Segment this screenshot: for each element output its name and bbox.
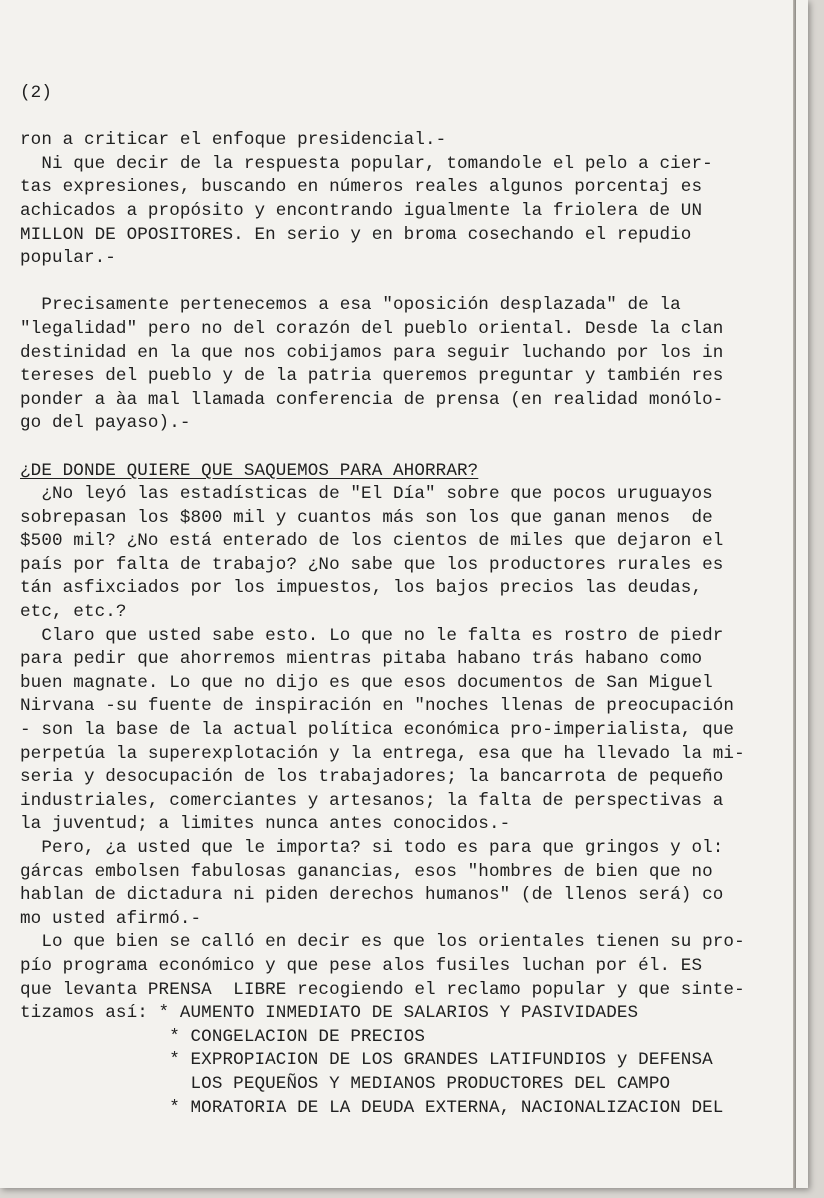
text-line: Lo que bien se calló en decir es que los orientales tienen su pro-: [20, 932, 745, 953]
text-line: gárcas embolsen fabulosas ganancias, esos "hombres de bien que no: [20, 861, 713, 882]
text-line: seria y desocupación de los trabajadores; la bancarrota de pequeño: [20, 767, 724, 788]
text-line: ron a criticar el enfoque presidencial.-: [20, 130, 447, 151]
blank-line: [20, 271, 800, 295]
text-line: mo usted afirmó.-: [20, 908, 202, 929]
section-heading: ¿DE DONDE QUIERE QUE SAQUEMOS PARA AHORRAR?: [20, 460, 479, 481]
text-line: para pedir que ahorremos mientras pitaba habano trás habano como: [20, 649, 703, 670]
list-item: tizamos así: * AUMENTO INMEDIATO DE SALARIOS Y PASIVIDADES: [20, 1003, 639, 1024]
text-line: popular.-: [20, 248, 116, 269]
text-line: hablan de dictadura ni piden derechos humanos" (de llenos será) co: [20, 885, 724, 906]
text-line: Pero, ¿a usted que le importa? si todo es para que gringos y ol:: [20, 838, 724, 858]
text-line: Claro que usted sabe esto. Lo que no le falta es rostro de piedr: [20, 625, 724, 646]
text-line: MILLON DE OPOSITORES. En serio y en broma cosechando el repudio: [20, 224, 692, 245]
text-line: destinidad en la que nos cobijamos para seguir luchando por los in: [20, 342, 724, 363]
text-line: ponder a àa mal llamada conferencia de prensa (en realidad monólo-: [20, 389, 724, 410]
list-item: * CONGELACION DE PRECIOS: [20, 1026, 426, 1047]
text-line: Precisamente pertenecemos a esa "oposición desplazada" de la: [20, 295, 681, 316]
blank-line: [20, 436, 800, 460]
list-item: * EXPROPIACION DE LOS GRANDES LATIFUNDIOS y DEFENSA: [20, 1050, 713, 1071]
text-line: - son la base de la actual política económica pro-imperialista, que: [20, 720, 735, 741]
text-line: achicados a propósito y encontrando igualmente la friolera de UN: [20, 200, 703, 221]
text-line: que levanta PRENSA LIBRE recogiendo el reclamo popular y que sinte-: [20, 979, 745, 1000]
text-line: tas expresiones, buscando en números reales algunos porcentaj es: [20, 177, 703, 198]
text-line: ¿No leyó las estadísticas de "El Día" sobre que pocos uruguayos: [20, 484, 713, 505]
text-line: "legalidad" pero no del corazón del pueblo oriental. Desde la clan: [20, 318, 724, 339]
text-line: industriales, comerciantes y artesanos; la falta de perspectivas a: [20, 790, 724, 811]
list-item-continuation: LOS PEQUEÑOS Y MEDIANOS PRODUCTORES DEL CAMPO: [20, 1073, 671, 1094]
text-line: sobrepasan los $800 mil y cuantos más son los que ganan menos de: [20, 507, 713, 528]
list-item: * MORATORIA DE LA DEUDA EXTERNA, NACIONALIZACION DEL: [20, 1097, 724, 1118]
text-line: tereses del pueblo y de la patria queremos preguntar y también res: [20, 366, 724, 387]
text-line: go del payaso).-: [20, 413, 191, 434]
text-line: tán asfixciados por los impuestos, los bajos precios las deudas,: [20, 578, 703, 599]
text-line: la juventud; a limites nunca antes conocidos.-: [20, 814, 511, 835]
text-line: pío programa económico y que pese alos fusiles luchan por él. ES: [20, 955, 703, 976]
page-number: (2): [20, 83, 52, 103]
page-edge-shadow: [793, 0, 796, 1188]
text-line: Ni que decir de la respuesta popular, tomandole el pelo a cier-: [20, 153, 713, 174]
document-body: [20, 82, 800, 1120]
text-line: perpetúa la superexplotación y la entrega, esa que ha llevado la mi-: [20, 743, 745, 764]
text-line: etc, etc.?: [20, 602, 127, 623]
text-line: buen magnate. Lo que no dijo es que esos documentos de San Miguel: [20, 672, 713, 693]
text-line: $500 mil? ¿No está enterado de los cientos de miles que dejaron el: [20, 531, 724, 552]
text-line: país por falta de trabajo? ¿No sabe que los productores rurales es: [20, 554, 724, 575]
text-line: Nirvana -su fuente de inspiración en "noches llenas de preocupación: [20, 696, 735, 717]
